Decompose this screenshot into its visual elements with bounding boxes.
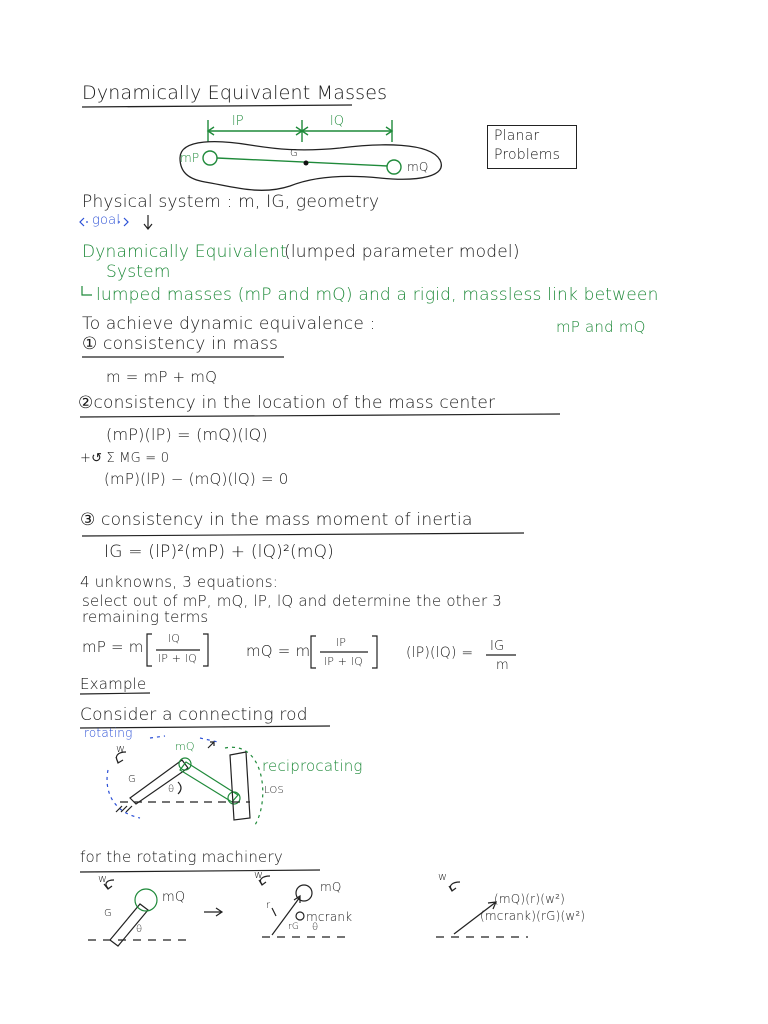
mq-circle [387,160,401,174]
bottom2-theta-label: θ [312,922,319,933]
g-label: G [290,148,298,159]
dyn-equiv-label: Dynamically Equivalent [82,242,287,262]
bottom1-w-label: w [98,872,108,885]
mp-circle [203,151,217,165]
hook-arrow [82,286,92,295]
formula-product-numerator: IG [490,639,505,654]
bottom2-mcrank-label: mcrank [306,910,353,924]
equation-inertia: IG = (lP)²(mP) + (lQ)²(mQ) [104,542,335,562]
step3-heading: ③ consistency in the mass moment of inertia [80,510,473,530]
bottom2-w-label: w [254,868,264,881]
rod-rotating-label: rotating [84,726,133,740]
equation-moment-zero: (mP)(lP) − (mQ)(lQ) = 0 [104,470,289,488]
rod-reciprocating-label: reciprocating [262,757,363,775]
example-heading: Example [80,675,147,693]
equation-moment: (mP)(lP) = (mQ)(lQ) [106,425,268,444]
step2-heading: ②consistency in the location of the mass center [78,393,496,413]
g-dot [304,161,309,166]
bottom1-theta-label: θ [136,924,143,935]
consider-heading: Consider a connecting rod [80,705,308,725]
formula-mq-numerator: lP [336,636,347,649]
bottom3-force1: (mQ)(r)(w²) [494,892,565,906]
bottom3-w-label: w [438,870,448,883]
lumped-model-label: (lumped parameter model) [284,242,520,262]
system-label: System [106,262,171,282]
formula-product-lhs: (lP)(lQ) = [406,645,474,661]
rod-mq-label: mQ [175,740,195,753]
goal-label: goal [92,213,121,228]
select-text: select out of mP, mQ, lP, lQ and determine the other 3 [82,592,503,610]
rod-theta-label: θ [168,784,175,795]
planar-problems-box [487,125,577,169]
equation-sum-moments: +↺ Σ MG = 0 [80,451,170,466]
bottom2-mq-label: mQ [320,880,342,894]
bottom2-r-label: r [266,900,271,911]
formula-mq-denominator: lP + lQ [324,655,364,668]
bottom2-rg-label: rG [288,922,300,932]
formula-mq-lhs: mQ = m [246,642,311,660]
page-title: Dynamically Equivalent Masses [82,82,388,104]
lumped-masses-text: lumped masses (mP and mQ) and a rigid, massless link between [96,285,659,305]
rigid-body-outline [180,142,441,191]
step3-underline [82,533,524,536]
machinery-heading: for the rotating machinery [80,848,283,866]
bottom3-force2: (mcrank)(rG)(w²) [480,909,586,923]
rod-g-label: G [128,774,136,785]
planar-line2: Problems [494,147,561,163]
physical-system: Physical system : m, IG, geometry [82,192,380,212]
down-arrow [144,215,152,229]
unknowns-text: 4 unknowns, 3 equations: [80,573,278,591]
rod-w-label: w [116,742,126,755]
lp-label: lP [232,114,244,129]
equation-mass: m = mP + mQ [106,368,218,386]
step1-heading: ① consistency in mass [82,334,279,354]
link-line [217,158,388,166]
example-underline [80,693,150,694]
rod-los-label: LOS [264,785,285,796]
formula-mp-numerator: lQ [168,632,181,645]
planar-line1: Planar [494,128,540,144]
mp-label: mP [180,151,200,165]
formula-mp-denominator: lP + lQ [158,652,198,665]
step2-underline [80,414,560,417]
formula-product-denominator: m [496,658,509,673]
lq-label: lQ [330,114,345,129]
machinery-underline [80,870,320,872]
remaining-text: remaining terms [82,608,209,626]
mq-label: mQ [407,160,429,174]
mp-and-mq-text: mP and mQ [556,318,646,336]
bottom1-mq-label: mQ [162,890,186,905]
bottom1-g-label: G [104,908,112,919]
formula-mp-lhs: mP = m [82,638,144,656]
achieve-text: To achieve dynamic equivalence : [82,314,376,334]
title-underline [82,105,352,107]
